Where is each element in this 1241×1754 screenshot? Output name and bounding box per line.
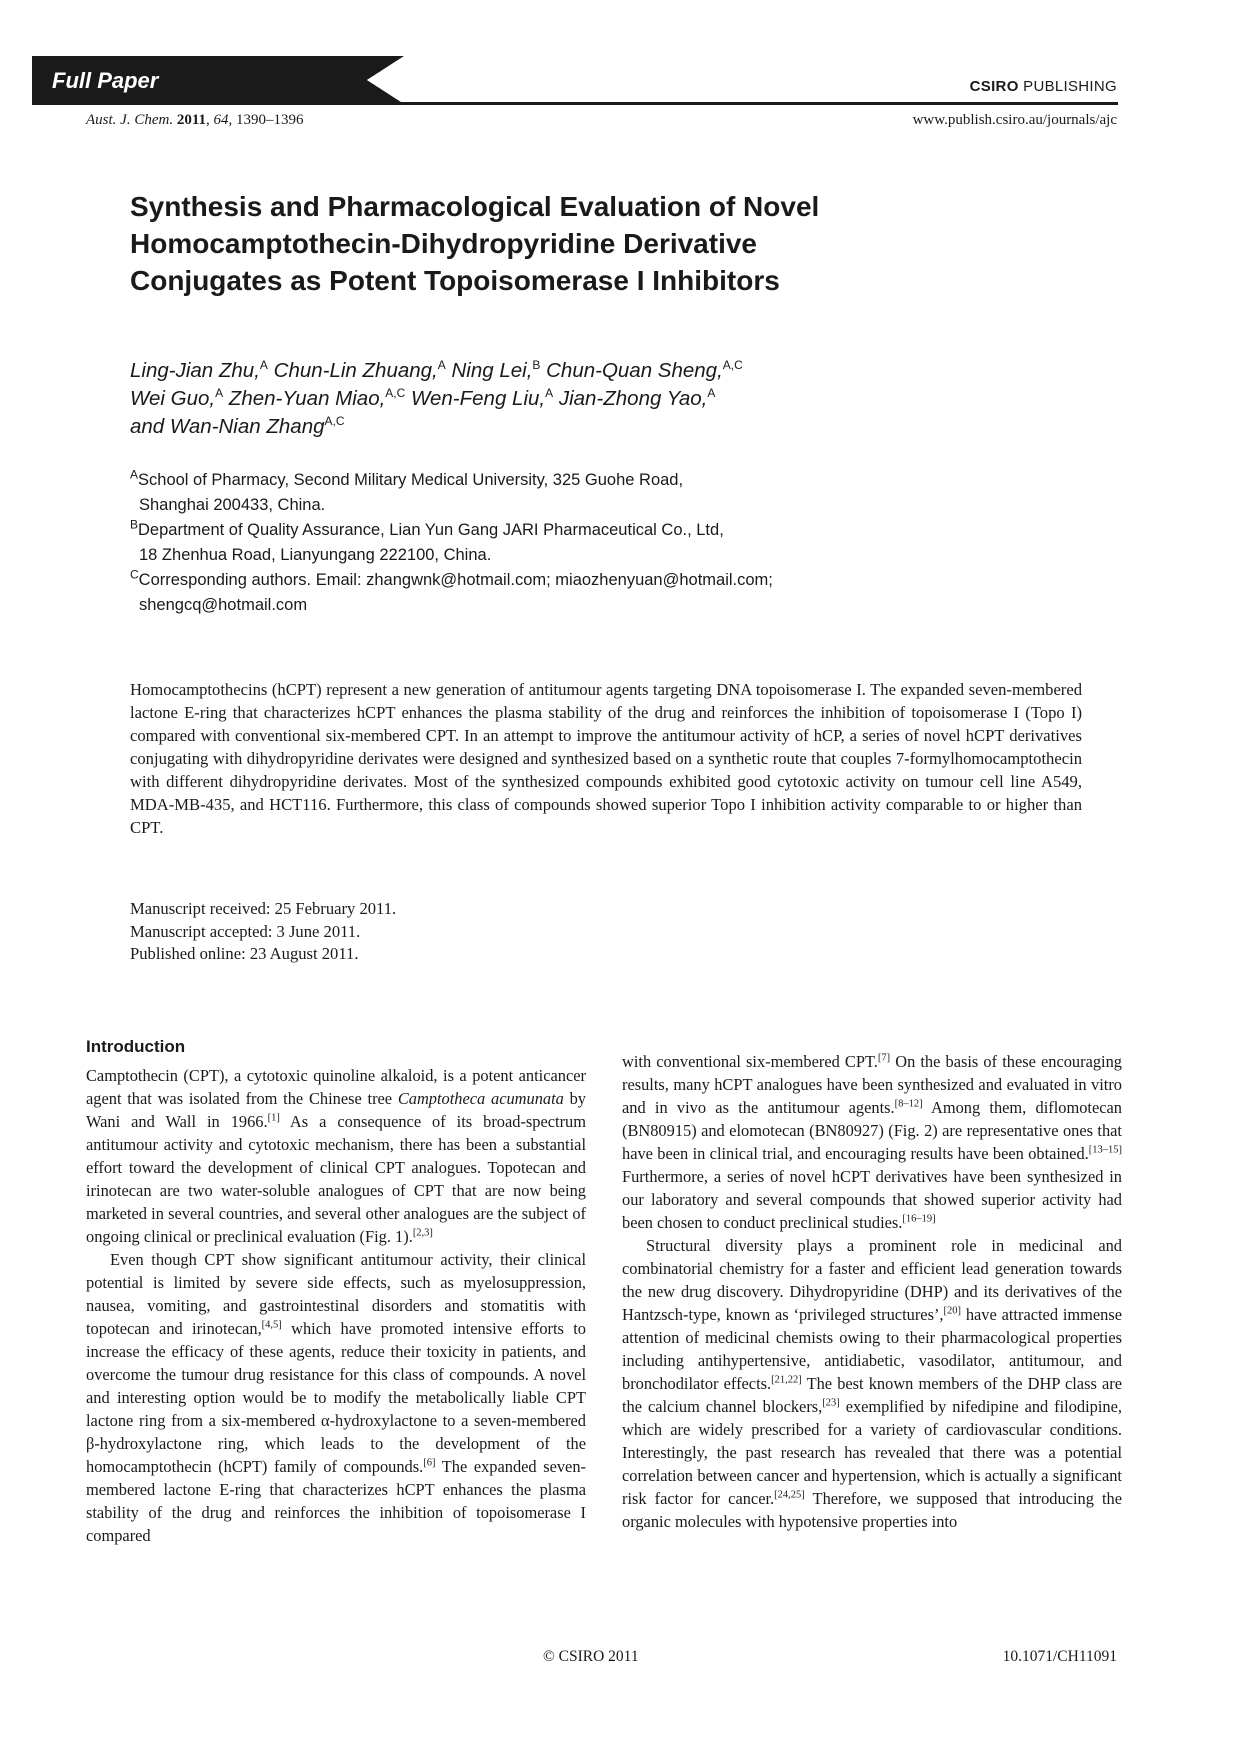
- text-run: Therefore, we supposed that introducing the organic molecules with hypotensive properties into: [622, 1489, 1123, 1531]
- author-affiliation-mark: A,C: [385, 386, 406, 401]
- journal-volume: 64: [213, 112, 229, 128]
- paragraph: [86, 1064, 586, 1248]
- affiliation-mark: A: [130, 467, 139, 482]
- author-name: Ning Lei,: [451, 359, 533, 382]
- author-affiliation-mark: A: [707, 386, 716, 401]
- author-name: Ling-Jian Zhu,: [130, 359, 260, 382]
- text-run: Furthermore, a series of novel hCPT derivatives have been synthesized in our laboratory and several compounds that showed superior activity had been chosen to conduct preclinical studies.: [622, 1167, 1122, 1232]
- text-run: As a consequence of its broad-spectrum antitumour activity and cytotoxic mechanism, there has been a substantial effort toward the development of clinical CPT analogues. Topotecan and irinotecan are two water-soluble analogues of CPT that are now being marketed in several countries, and several other analogues are the subject of ongoing clinical or preclinical evaluation (Fig. 1).: [86, 1112, 586, 1246]
- body-column-left: [86, 1036, 586, 1547]
- text-run: On the basis of these encouraging results, many hCPT analogues have been synthesized and evaluated in vitro and in vivo as the antitumour agents.: [622, 1052, 1122, 1117]
- reference-link[interactable]: [23]: [822, 1397, 840, 1409]
- reference-link[interactable]: [6]: [423, 1457, 436, 1469]
- title-line-1: Synthesis and Pharmacological Evaluation of Novel: [130, 191, 820, 222]
- author-name: Jian-Zhong Yao,: [558, 387, 708, 410]
- journal-citation: Aust. J. Chem. 2011, 64, 1390–1396: [86, 112, 304, 128]
- affiliation-text: School of Pharmacy, Second Military Medical University, 325 Guohe Road,: [138, 471, 684, 489]
- affiliation-text: Shanghai 200433, China.: [139, 496, 326, 514]
- text-run: exemplified by nifedipine and filodipine, which are widely prescribed for a variety of cardiovascular conditions. Interestingly, the past research has revealed that there was a potential correlation between cancer and hypertension, which is actually a significant risk factor for cancer.: [622, 1397, 1122, 1508]
- author-affiliation-mark: A: [259, 358, 268, 373]
- author-name: Wei Guo,: [130, 387, 216, 410]
- author-list: [130, 357, 950, 441]
- text-run: Among them, diflomotecan (BN80915) and elomotecan (BN80927) (Fig. 2) are representative ones that have been in clinical trial, and encouraging results have been obtained.: [622, 1098, 1123, 1163]
- affiliation-mark: B: [130, 517, 139, 532]
- reference-link[interactable]: [16–19]: [902, 1213, 936, 1225]
- reference-link[interactable]: [1]: [267, 1112, 280, 1124]
- reference-link[interactable]: [8–12]: [894, 1098, 923, 1110]
- text-run: have attracted immense attention of medicinal chemists owing to their pharmacological properties including antihypertensive, antidiabetic, vasodilator, antitumour, and bronchodilator effects.: [622, 1305, 1123, 1393]
- author-name: Chun-Quan Sheng,: [546, 359, 723, 382]
- corresponding-email[interactable]: shengcq@hotmail.com: [139, 596, 308, 614]
- affiliation-a: [130, 468, 990, 493]
- reference-link[interactable]: [7]: [877, 1052, 891, 1064]
- author-affiliation-mark: A: [437, 358, 446, 373]
- author-affiliation-mark: A,C: [324, 414, 345, 429]
- corresponding-emails[interactable]: Corresponding authors. Email: zhangwnk@hotmail.com; miaozhenyuan@hotmail.com;: [138, 571, 773, 589]
- article-type-label: Full Paper: [52, 68, 159, 93]
- publisher-name: [970, 78, 1117, 95]
- abstract: Homocamptothecins (hCPT) represent a new generation of antitumour agents targeting DNA topoisomerase I. The expanded seven-membered lactone E-ring that characterizes hCPT enhances the plasma stability of the drug and reinforces the inhibition of topoisomerase I (Topo I) compared with conventional six-membered CPT. In an attempt to improve the antitumour activity of hCP, a series of novel hCPT derivatives conjugating with dihydropyridine derivates were designed and synthesized based on a synthetic route that couples 7-formylhomocamptothecin with different dihydropyridine derivates. Most of the synthesized compounds exhibited good cytotoxic activity on tumour cell line A549, MDA-MB-435, and HCT116. Furthermore, this class of compounds showed superior Topo I inhibition activity comparable to or higher than CPT.: [130, 680, 1082, 837]
- author-affiliation-mark: A,C: [722, 358, 743, 373]
- date-published: Published online: 23 August 2011.: [130, 944, 359, 963]
- title-line-2: Homocamptothecin-Dihydropyridine Derivative: [130, 228, 758, 259]
- author-affiliation-mark: B: [532, 358, 541, 373]
- text-run: by Wani and Wall in 1966.: [86, 1089, 586, 1131]
- date-received: Manuscript received: 25 February 2011.: [130, 899, 397, 918]
- publisher-bold: CSIRO: [969, 78, 1019, 95]
- journal-pages: 1390–1396: [236, 112, 304, 128]
- reference-link[interactable]: [2,3]: [412, 1227, 433, 1239]
- text-run: The best known members of the DHP class are the calcium channel blockers,: [622, 1374, 1122, 1416]
- author-name: Chun-Lin Zhuang,: [273, 359, 438, 382]
- affiliation-c: [130, 568, 990, 593]
- journal-name: Aust. J. Chem.: [86, 112, 174, 128]
- journal-year: 2011: [176, 112, 207, 128]
- text-run: The expanded seven-membered lactone E-ring that characterizes hCPT enhances the plasma stability of the drug and reinforces the inhibition of topoisomerase I compared: [86, 1457, 586, 1545]
- author-name: and Wan-Nian Zhang: [130, 415, 325, 438]
- reference-link[interactable]: [13–15]: [1088, 1144, 1122, 1156]
- author-affiliation-mark: A: [545, 386, 554, 401]
- reference-link[interactable]: [4,5]: [261, 1319, 282, 1331]
- affiliation-text: Department of Quality Assurance, Lian Yun Gang JARI Pharmaceutical Co., Ltd,: [138, 521, 724, 539]
- affiliation-b: [130, 518, 990, 543]
- author-name: Wen-Feng Liu,: [411, 387, 546, 410]
- affiliation-text: 18 Zhenhua Road, Lianyungang 222100, China.: [139, 546, 492, 564]
- affiliation-mark: C: [130, 567, 139, 582]
- paragraph: [622, 1234, 1122, 1533]
- text-run: Camptothecin (CPT), a cytotoxic quinoline alkaloid, is a potent anticancer agent that was isolated from the Chinese tree: [86, 1066, 586, 1108]
- text-run: Even though CPT show significant antitumour activity, their clinical potential is limited by severe side effects, such as myelosuppression, nausea, vomiting, and gastrointestinal disorders and stomatitis with topotecan and irinotecan,: [86, 1250, 586, 1338]
- body-column-right: [622, 1050, 1122, 1533]
- species-name: Camptotheca acumunata: [397, 1089, 564, 1108]
- reference-link[interactable]: [21,22]: [771, 1374, 802, 1386]
- text-run: which have promoted intensive efforts to increase the efficacy of these agents, reduce their toxicity in patients, and overcome the tumour drug resistance for this class of compounds. A novel and interesting option would be to modify the metabolically liable CPT lactone ring from a six-membered α-hydroxylactone to a seven-membered β-hydroxylactone ring, which leads to the development of the homocamptothecin (hCPT) family of compounds.: [86, 1319, 586, 1476]
- title-line-3: Conjugates as Potent Topoisomerase I Inhibitors: [130, 265, 780, 296]
- paragraph: [622, 1050, 1122, 1234]
- section-heading: Introduction: [86, 1037, 186, 1056]
- text-run: Structural diversity plays a prominent role in medicinal and combinatorial chemistry for a faster and efficient lead generation towards the new drug discovery. Dihydropyridine (DHP) and its derivatives of the Hantzsch-type, known as ‘privileged structures’,: [622, 1236, 1122, 1324]
- affiliations: [130, 468, 990, 618]
- journal-url[interactable]: www.publish.csiro.au/journals/ajc: [912, 112, 1117, 128]
- reference-link[interactable]: [24,25]: [774, 1489, 805, 1501]
- author-name: Zhen-Yuan Miao,: [228, 387, 386, 410]
- date-accepted: Manuscript accepted: 3 June 2011.: [130, 921, 361, 941]
- manuscript-dates: [130, 898, 396, 966]
- publisher-rest: PUBLISHING: [1023, 78, 1117, 95]
- copyright-notice: © CSIRO 2011: [543, 1648, 639, 1665]
- author-affiliation-mark: A: [215, 386, 224, 401]
- header-rule: [32, 102, 1118, 105]
- text-run: with conventional six-membered CPT.: [622, 1052, 878, 1071]
- paper-title: [130, 188, 950, 299]
- reference-link[interactable]: [20]: [943, 1305, 962, 1317]
- paragraph: [86, 1248, 586, 1547]
- doi[interactable]: 10.1071/CH11091: [1002, 1648, 1117, 1665]
